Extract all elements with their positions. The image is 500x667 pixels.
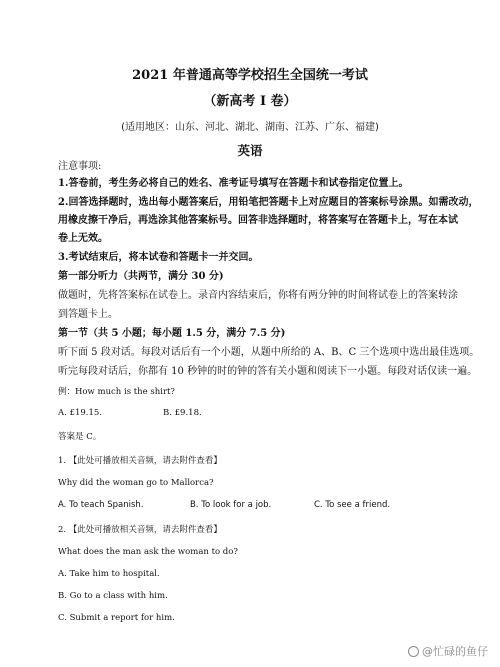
q2-audio-note: 2. 【此处可播放相关音频，请去附件查看】 (58, 525, 222, 535)
applicable-regions: (适用地区：山东、河北、湖北、湖南、江苏、广东、福建) (121, 122, 379, 133)
section1-instruction-line-1: 听下面 5 段对话。每段对话后有一个小题，从题中所给的 A、B、C 三个选项中选出最佳选项。 (58, 347, 480, 358)
subject-title: 英语 (237, 143, 263, 158)
notice-item-2-line-2: 用橡皮擦干净后，再选涂其他答案标号。回答非选择题时，将答案写在答题卡上，写在本试 (58, 215, 458, 226)
exam-title: 2021 年普通高等学校招生全国统一考试 (132, 68, 368, 83)
notice-item-2-line-3: 卷上无效。 (58, 233, 108, 244)
q1-question: Why did the woman go to Mallorca? (58, 478, 214, 488)
notice-item-2-line-1: 2.回答选择题时，选出每小题答案后，用铅笔把答题卡上对应题目的答案标号涂黑。如需改动， (58, 197, 479, 208)
q1-option-a: A. To teach Spanish. (58, 500, 144, 510)
exam-subtitle: （新高考 I 卷） (203, 94, 297, 109)
example-answer: 答案是 C。 (58, 432, 102, 442)
q1-option-c: C. To see a friend. (314, 500, 391, 510)
q1-option-b: B. To look for a job. (190, 500, 272, 510)
q2-option-c: C. Submit a report for him. (58, 613, 175, 623)
watermark-logo-icon (408, 646, 419, 657)
example-option-a: A. £19.15. (58, 408, 102, 418)
example-option-b: B. £9.18. (163, 408, 202, 418)
q1-audio-note: 1. 【此处可播放相关音频，请去附件查看】 (58, 456, 222, 466)
q2-question: What does the man ask the woman to do? (58, 547, 238, 557)
watermark-text: @忙碌的鱼仔 (422, 645, 488, 658)
example-question: 例：How much is the shirt? (58, 387, 175, 397)
section1-heading: 第一节（共 5 小题；每小题 1.5 分，满分 7.5 分) (58, 328, 286, 339)
part1-instruction-line-1: 做题时，先将答案标在试卷上。录音内容结束后，你将有两分钟的时间将试卷上的答案转涂 (58, 290, 458, 301)
q2-option-a: A. Take him to hospital. (58, 569, 160, 579)
notice-item-3: 3.考试结束后，将本试卷和答题卡一并交回。 (58, 252, 259, 263)
part1-heading: 第一部分听力（共两节，满分 30 分) (58, 271, 224, 282)
watermark (408, 643, 488, 659)
q2-option-b: B. Go to a class with him. (58, 591, 168, 601)
section1-instruction-line-2: 听完每段对话后，你都有 10 秒钟的时的钟的答有关小题和阅读下一小题。每段对话仅读一遍。 (58, 366, 478, 377)
part1-instruction-line-2: 到答题卡上。 (58, 309, 118, 320)
notice-item-1: 1.答卷前，考生务必将自己的姓名、准考证号填写在答题卡和试卷指定位置上。 (58, 178, 409, 189)
notice-heading: 注意事项: (58, 161, 102, 172)
